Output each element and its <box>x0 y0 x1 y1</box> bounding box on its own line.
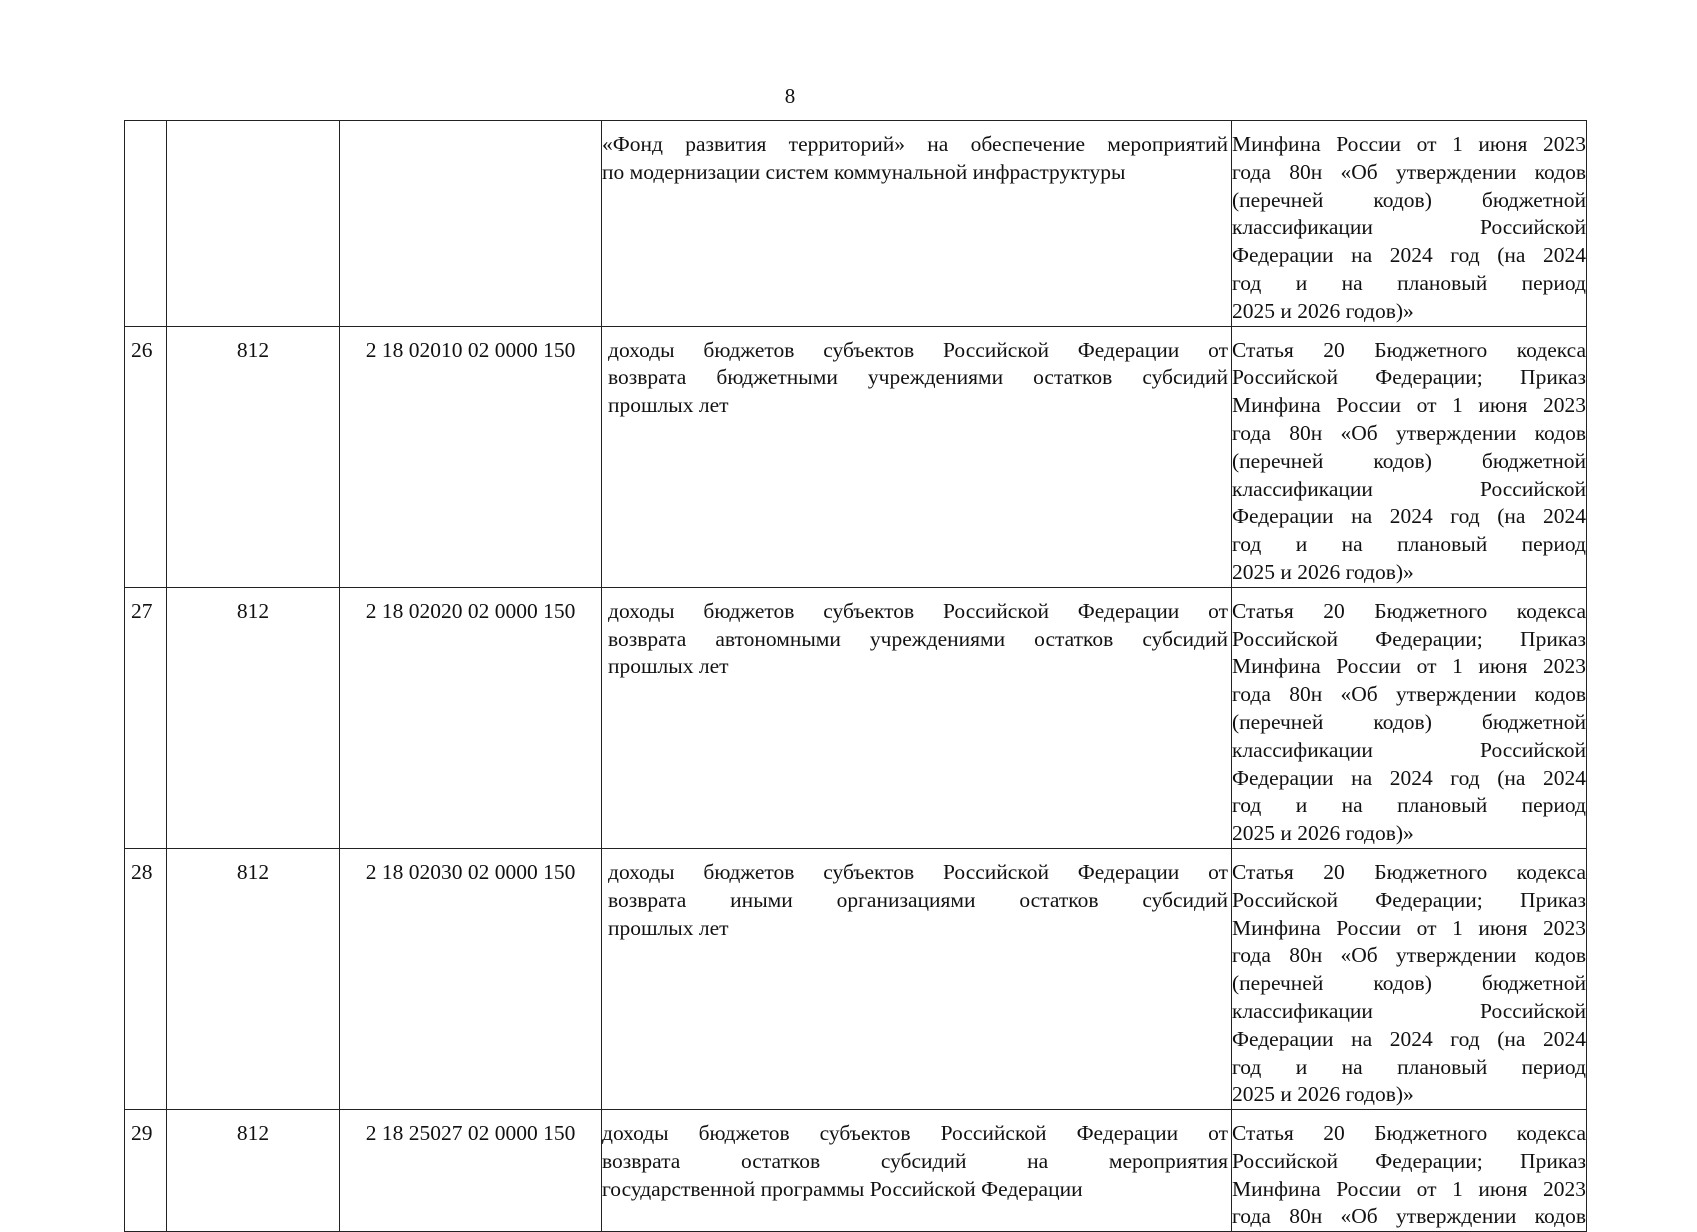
table-row <box>125 848 1587 1109</box>
legal-basis-line: классификации Российской <box>1232 737 1586 762</box>
budget-code-cell: 2 18 02030 02 0000 150 <box>340 848 602 1109</box>
table-body <box>125 121 1587 1232</box>
legal-basis-line: 2025 и 2026 годов)» <box>1232 298 1414 323</box>
legal-basis-line: (перечней кодов) бюджетной <box>1232 709 1586 734</box>
revenue-name-line: возврата бюджетными учреждениями остатков субсидий <box>608 365 1228 390</box>
administrator-code-cell: 812 <box>167 587 340 848</box>
page-number: 8 <box>784 84 796 108</box>
legal-basis-line: 2025 и 2026 годов)» <box>1232 559 1414 584</box>
revenue-name-line: прошлых лет <box>608 654 729 679</box>
budget-code-cell <box>340 121 602 327</box>
revenue-name-line: доходы бюджетов субъектов Российской Федерации от <box>608 598 1228 623</box>
administrator-code-cell: 812 <box>167 326 340 587</box>
legal-basis-line: год и на плановый период <box>1232 532 1586 557</box>
legal-basis-line: Статья 20 Бюджетного кодекса <box>1232 598 1586 623</box>
legal-basis-line: Минфина России от 1 июня 2023 <box>1232 393 1586 418</box>
legal-basis-line: классификации Российской <box>1232 476 1586 501</box>
legal-basis-line: Статья 20 Бюджетного кодекса <box>1232 337 1586 362</box>
revenue-name-line: возврата остатков субсидий на мероприятия <box>602 1148 1228 1173</box>
row-number-cell: 27 <box>125 587 167 848</box>
legal-basis-line: 2025 и 2026 годов)» <box>1232 1082 1414 1107</box>
legal-basis-line: Российской Федерации; Приказ <box>1232 626 1586 651</box>
legal-basis-line: год и на плановый период <box>1232 793 1586 818</box>
row-number-cell: 29 <box>125 1110 167 1232</box>
legal-basis-line: Статья 20 Бюджетного кодекса <box>1232 859 1586 884</box>
legal-basis-line: Российской Федерации; Приказ <box>1232 887 1586 912</box>
legal-basis-line: Федерации на 2024 год (на 2024 <box>1232 1026 1586 1051</box>
row-number-cell: 28 <box>125 848 167 1109</box>
legal-basis-line: Федерации на 2024 год (на 2024 <box>1232 504 1586 529</box>
row-number-cell: 26 <box>125 326 167 587</box>
legal-basis-cell <box>1232 1110 1587 1232</box>
revenue-name-line: по модернизации систем коммунальной инфраструктуры <box>602 159 1126 184</box>
administrator-code-cell: 812 <box>167 848 340 1109</box>
revenue-name-cell <box>602 121 1232 327</box>
revenue-name-line: прошлых лет <box>608 915 729 940</box>
legal-basis-line: классификации Российской <box>1232 998 1586 1023</box>
revenue-name-line: доходы бюджетов субъектов Российской Федерации от <box>608 337 1228 362</box>
revenue-name-cell <box>602 587 1232 848</box>
legal-basis-line: Российской Федерации; Приказ <box>1232 365 1586 390</box>
revenue-name-line: государственной программы Российской Федерации <box>602 1176 1083 1201</box>
budget-code-cell: 2 18 02010 02 0000 150 <box>340 326 602 587</box>
legal-basis-line: года 80н «Об утверждении кодов <box>1232 1204 1586 1229</box>
revenue-name-line: доходы бюджетов субъектов Российской Федерации от <box>602 1121 1228 1146</box>
row-number-cell <box>125 121 167 327</box>
budget-code-cell: 2 18 25027 02 0000 150 <box>340 1110 602 1232</box>
revenue-name-line: возврата автономными учреждениями остатков субсидий <box>608 626 1228 651</box>
legal-basis-line: (перечней кодов) бюджетной <box>1232 971 1586 996</box>
legal-basis-line: Минфина России от 1 июня 2023 <box>1232 654 1586 679</box>
legal-basis-line: года 80н «Об утверждении кодов <box>1232 159 1586 184</box>
legal-basis-line: Минфина России от 1 июня 2023 <box>1232 1176 1586 1201</box>
legal-basis-line: Минфина России от 1 июня 2023 <box>1232 132 1586 156</box>
administrator-code-cell: 812 <box>167 1110 340 1232</box>
legal-basis-line: 2025 и 2026 годов)» <box>1232 821 1414 846</box>
table-row <box>125 587 1587 848</box>
table-row <box>125 1110 1587 1232</box>
budget-classification-table <box>124 120 1587 1232</box>
legal-basis-line: Российской Федерации; Приказ <box>1232 1148 1586 1173</box>
revenue-name-line: возврата иными организациями остатков субсидий <box>608 887 1228 912</box>
revenue-name-cell <box>602 848 1232 1109</box>
legal-basis-cell <box>1232 326 1587 587</box>
legal-basis-line: год и на плановый период <box>1232 1054 1586 1079</box>
revenue-name-line: «Фонд развития территорий» на обеспечение мероприятий <box>602 132 1228 156</box>
legal-basis-line: год и на плановый период <box>1232 270 1586 295</box>
legal-basis-line: классификации Российской <box>1232 215 1586 240</box>
legal-basis-line: Федерации на 2024 год (на 2024 <box>1232 765 1586 790</box>
administrator-code-cell <box>167 121 340 327</box>
table-row <box>125 121 1587 327</box>
legal-basis-line: года 80н «Об утверждении кодов <box>1232 682 1586 707</box>
legal-basis-line: Статья 20 Бюджетного кодекса <box>1232 1121 1586 1146</box>
legal-basis-line: года 80н «Об утверждении кодов <box>1232 420 1586 445</box>
budget-code-cell: 2 18 02020 02 0000 150 <box>340 587 602 848</box>
legal-basis-cell <box>1232 848 1587 1109</box>
legal-basis-line: (перечней кодов) бюджетной <box>1232 448 1586 473</box>
legal-basis-line: года 80н «Об утверждении кодов <box>1232 943 1586 968</box>
legal-basis-line: Федерации на 2024 год (на 2024 <box>1232 243 1586 268</box>
legal-basis-line: Минфина России от 1 июня 2023 <box>1232 915 1586 940</box>
revenue-name-cell <box>602 1110 1232 1232</box>
revenue-name-line: доходы бюджетов субъектов Российской Федерации от <box>608 859 1228 884</box>
legal-basis-cell <box>1232 587 1587 848</box>
revenue-name-cell <box>602 326 1232 587</box>
legal-basis-cell <box>1232 121 1587 327</box>
legal-basis-line: (перечней кодов) бюджетной <box>1232 187 1586 212</box>
revenue-name-line: прошлых лет <box>608 393 729 418</box>
table-row <box>125 326 1587 587</box>
